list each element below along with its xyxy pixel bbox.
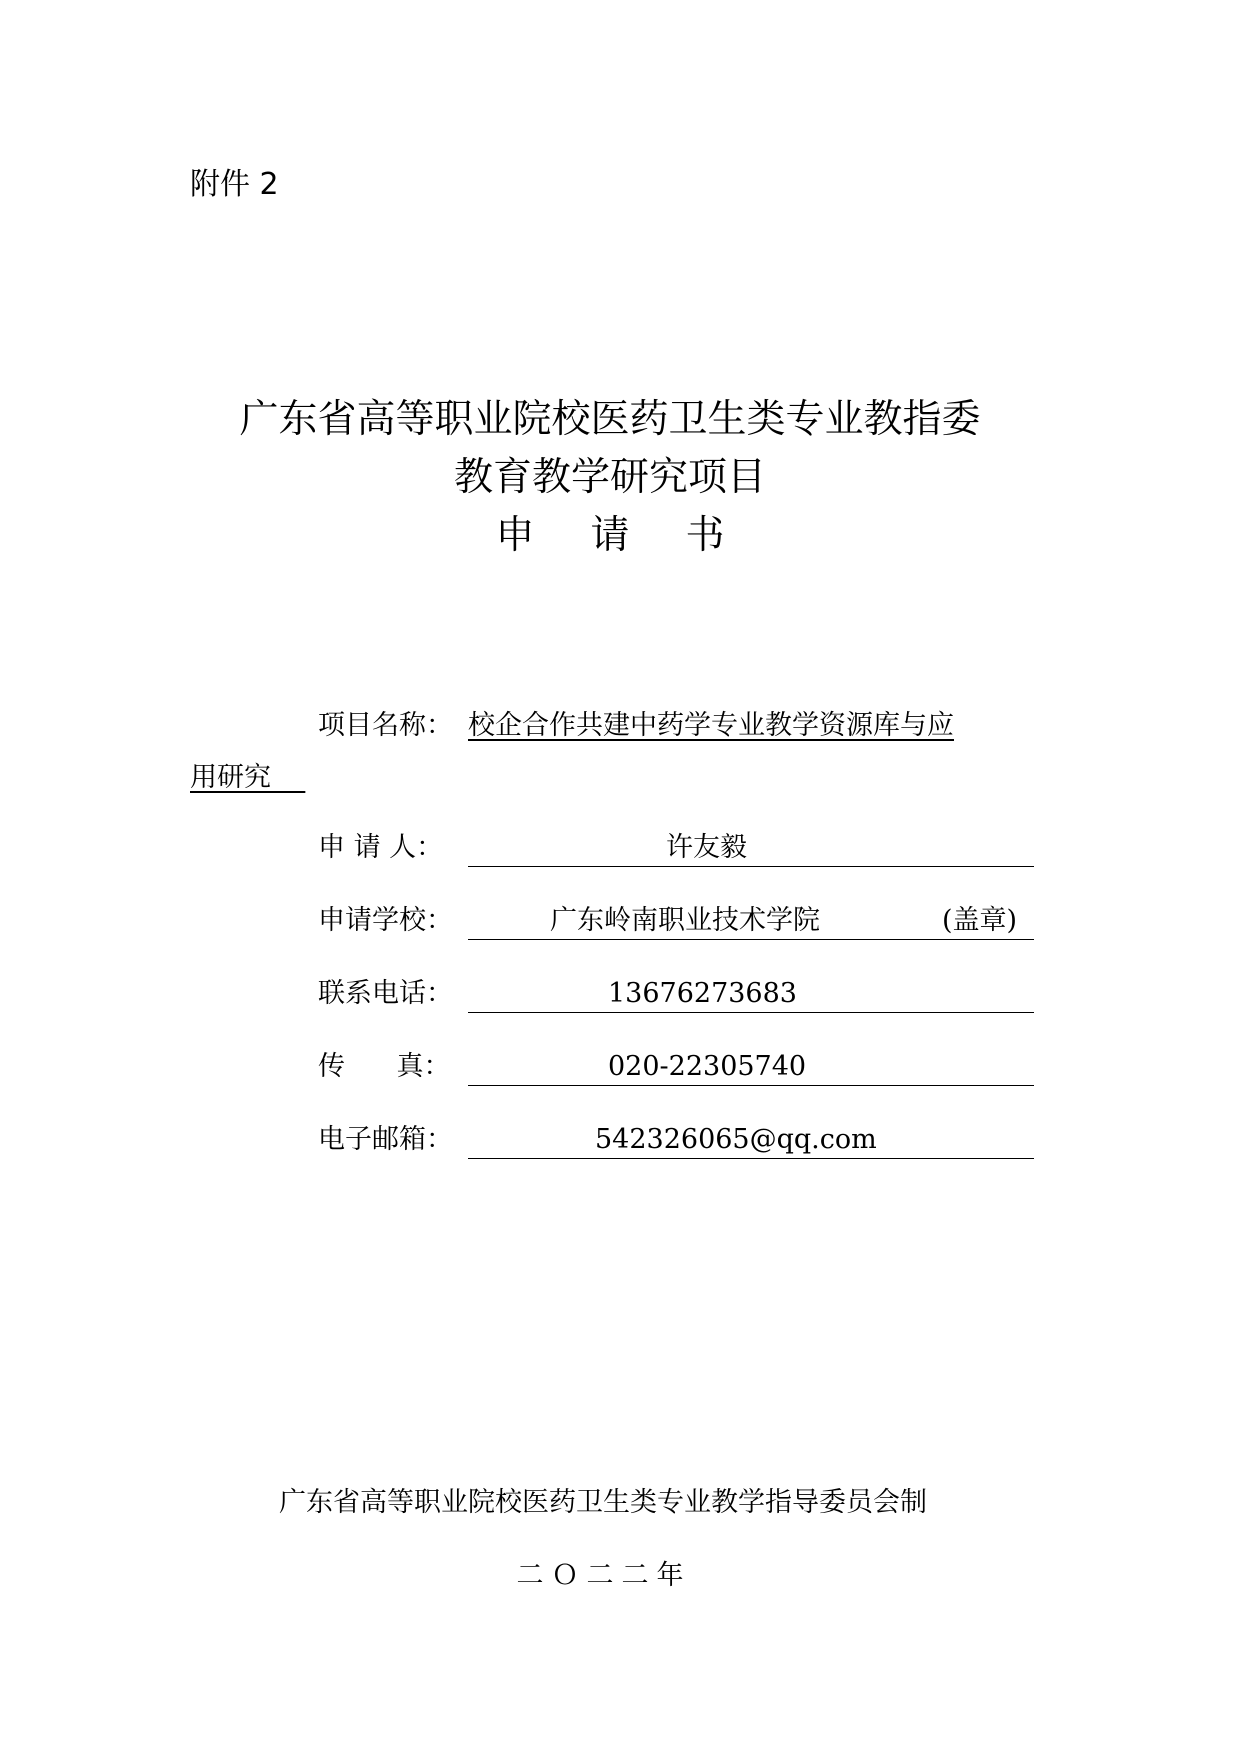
fax-field [468,1049,1034,1086]
title-char-2: 请 [590,513,630,558]
attachment-label: 附件 2 [190,167,279,202]
school-value: 广东岭南职业技术学院 [550,905,820,936]
school-field [468,903,1034,940]
document-title-line3 [0,511,1230,561]
document-title-line2: 教育教学研究项目 [453,455,766,500]
title-char-1: 申 [495,513,535,558]
phone-value: 13676273683 [608,978,797,1009]
project-name-value-line1: 校企合作共建中药学专业教学资源库与应 [468,710,954,741]
fax-value: 020-22305740 [608,1051,807,1082]
phone-label: 联系电话： [318,978,453,1009]
seal-note: (盖章) [942,905,1018,936]
title-char-3: 书 [685,513,725,558]
document-title-line1: 广东省高等职业院校医药卫生类专业教指委 [239,397,981,442]
applicant-label: 申 请 人： [318,832,444,863]
issuing-organization: 广东省高等职业院校医药卫生类专业教学指导委员会制 [279,1487,927,1518]
email-label: 电子邮箱： [318,1124,453,1155]
school-label: 申请学校： [318,905,453,936]
email-value: 542326065@qq.com [595,1124,877,1155]
fax-label: 传 真： [318,1051,451,1082]
project-name-value-line2: 用研究 [190,762,306,793]
phone-field [468,976,1034,1013]
issue-year: 二Ｏ二二年 [516,1560,692,1591]
applicant-value: 许友毅 [666,832,747,863]
project-name-label: 项目名称： [318,710,453,741]
applicant-field [468,830,1034,867]
email-field [468,1122,1034,1159]
